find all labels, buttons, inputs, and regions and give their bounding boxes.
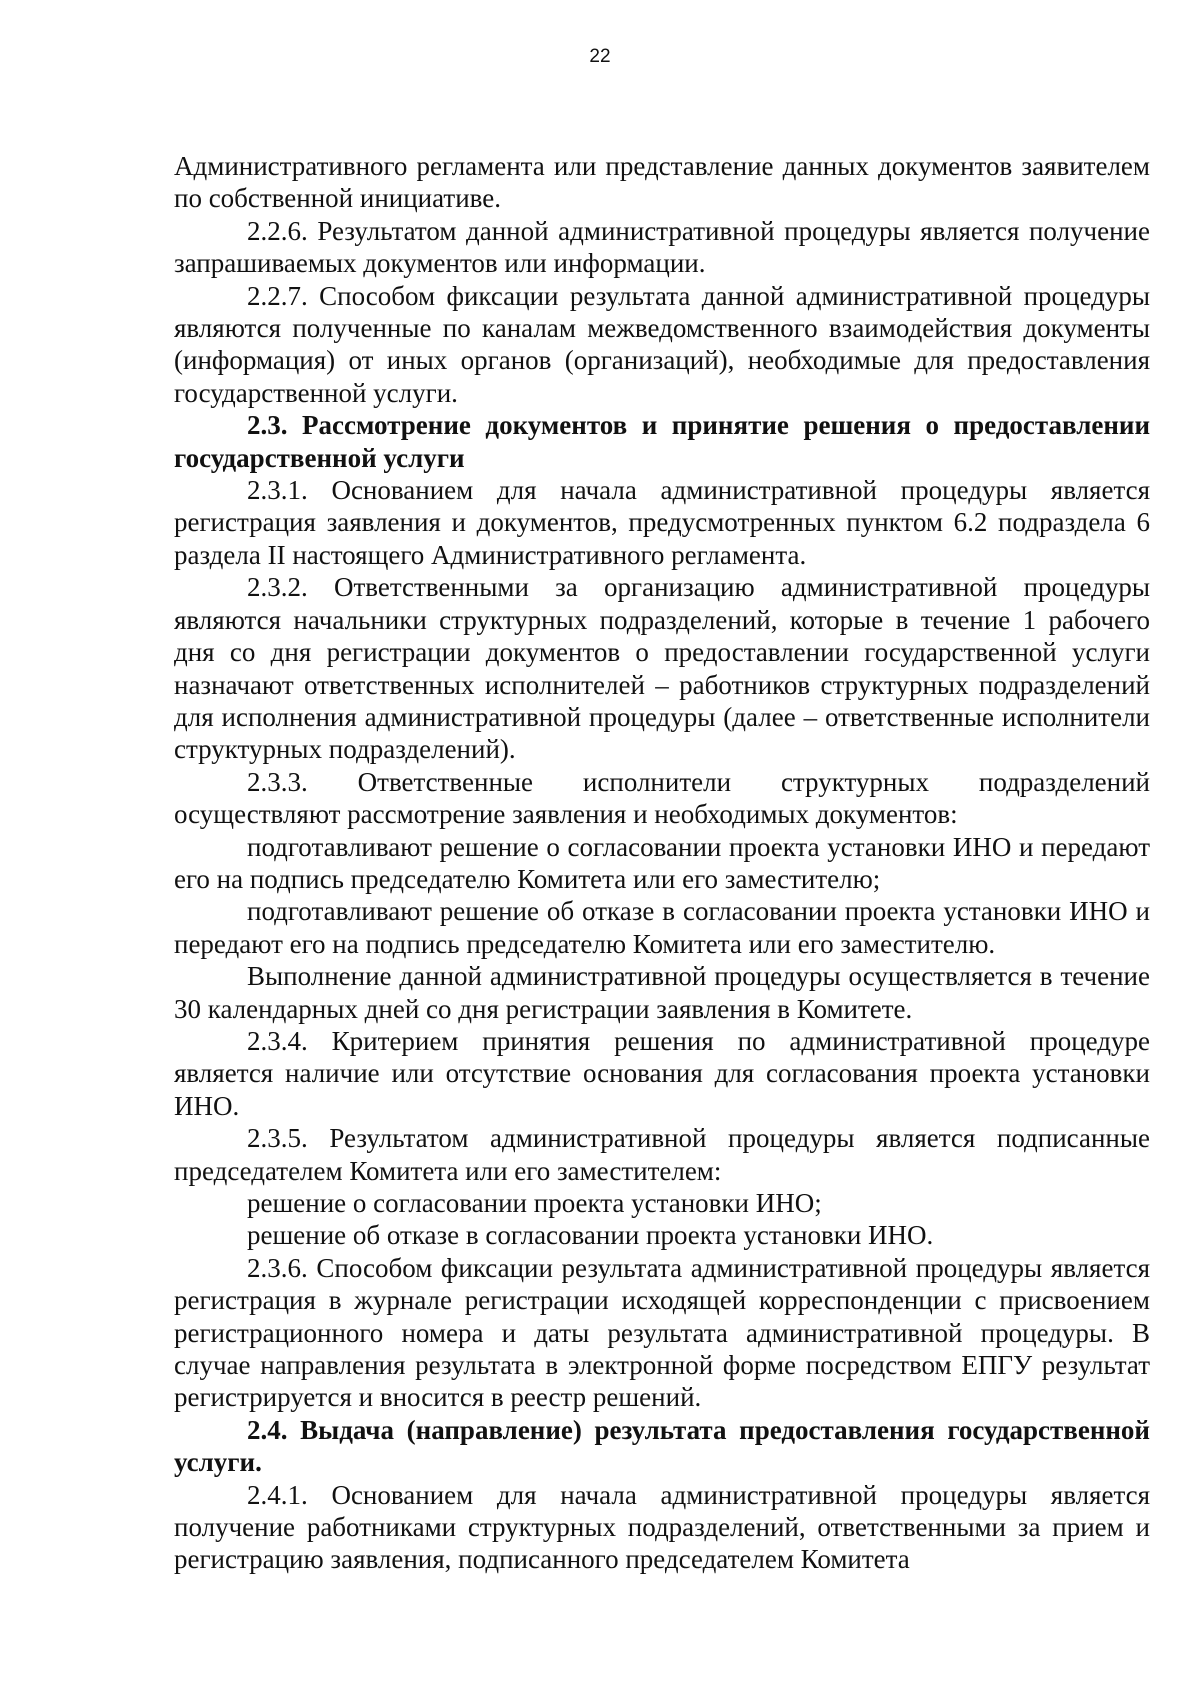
paragraph: 2.3.6. Способом фиксации результата административной процедуры является регистрация в журнале регистрации исходящей корреспонденции с присвоением регистрационного номера и даты результата административной процедуры. В случае направления результата в электронной форме посредством ЕПГУ результат регистрируется и вносится в реестр решений. (174, 1252, 1150, 1413)
section-heading: 2.3. Рассмотрение документов и принятие решения о предоставлении государственной услуги (174, 410, 1150, 473)
paragraph: 2.3.3. Ответственные исполнители структурных подразделений осуществляют рассмотрение заявления и необходимых документов: (174, 766, 1150, 830)
paragraph: 2.2.6. Результатом данной административной процедуры является получение запрашиваемых документов или информации. (174, 215, 1150, 279)
document-body (174, 150, 1150, 1576)
paragraph: 2.3.1. Основанием для начала административной процедуры является регистрация заявления и документов, предусмотренных пунктом 6.2 подраздела 6 раздела II настоящего Административного регламента. (174, 475, 1150, 570)
paragraph: подготавливают решение о согласовании проекта установки ИНО и передают его на подпись председателю Комитета или его заместителю; (174, 831, 1150, 894)
section-heading: 2.4. Выдача (направление) результата предоставления государственной услуги. (174, 1414, 1150, 1478)
paragraph: 2.2.7. Способом фиксации результата данной административной процедуры являются полученные по каналам межведомственного взаимодействия документы (информация) от иных органов (организаций), необходимые для предоставления государственной услуги. (174, 280, 1150, 408)
paragraph: 2.3.4. Критерием принятия решения по административной процедуре является наличие или отсутствие основания для согласования проекта установки ИНО. (174, 1025, 1150, 1121)
paragraph: решение о согласовании проекта установки ИНО; (247, 1188, 822, 1218)
page-number: 22 (589, 46, 611, 67)
paragraph: 2.3.2. Ответственными за организацию административной процедуры являются начальники структурных подразделений, которые в течение 1 рабочего дня со дня регистрации документов о предоставлении государственной услуги назначают ответственных исполнителей – работников структурных подразделений для исполнения административной процедуры (далее – ответственные исполнители структурных подразделений). (174, 572, 1150, 765)
paragraph: решение об отказе в согласовании проекта установки ИНО. (247, 1220, 934, 1251)
paragraph: Выполнение данной административной процедуры осуществляется в течение 30 календарных дней со дня регистрации заявления в Комитете. (174, 961, 1150, 1024)
paragraph: Административного регламента или представление данных документов заявителем по собственной инициативе. (174, 151, 1150, 214)
paragraph: подготавливают решение об отказе в согласовании проекта установки ИНО и передают его на подпись председателю Комитета или его заместителю. (174, 896, 1150, 959)
paragraph: 2.3.5. Результатом административной процедуры является подписанные председателем Комитета или его заместителем: (174, 1123, 1150, 1186)
paragraph: 2.4.1. Основанием для начала административной процедуры является получение работниками структурных подразделений, ответственными за прием и регистрацию заявления, подписанного председателем Комитета (174, 1479, 1150, 1575)
